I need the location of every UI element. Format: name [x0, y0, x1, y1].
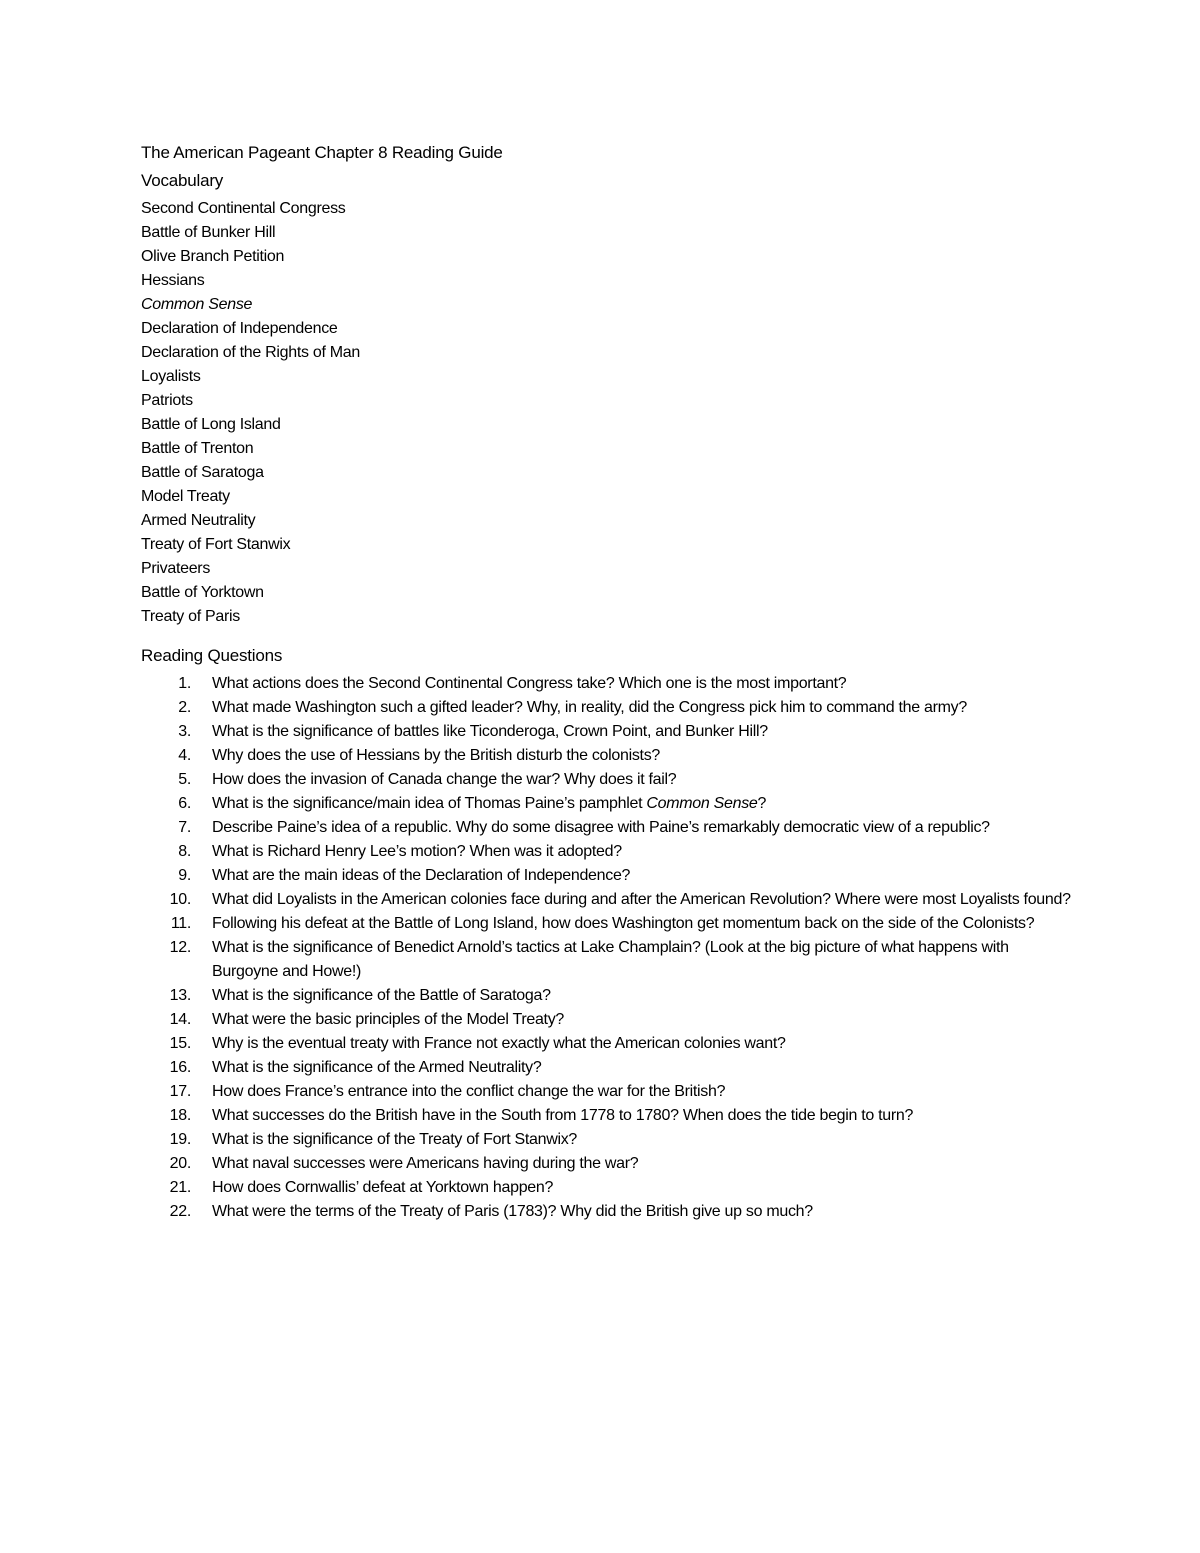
question-number: 7.	[178, 819, 191, 836]
question-item	[141, 1032, 1071, 1056]
vocabulary-term: Armed Neutrality	[141, 512, 256, 529]
vocabulary-term: Battle of Saratoga	[141, 464, 264, 481]
question-text	[212, 1011, 564, 1028]
question-text-main: Following his defeat at the Battle of Long Island, how does Washington get momentum back on the side of the Colonists?	[212, 915, 1035, 932]
question-text	[212, 1179, 553, 1196]
question-item	[141, 696, 1071, 720]
question-text-main: What is the significance/main idea of Thomas Paine’s pamphlet	[212, 795, 647, 812]
question-number: 10.	[169, 891, 191, 908]
question-text-main: What is the significance of the Treaty of Fort Stanwix?	[212, 1131, 578, 1148]
question-text	[212, 987, 551, 1004]
question-item	[141, 1104, 1071, 1128]
question-item	[141, 1152, 1071, 1176]
vocabulary-term: Treaty of Fort Stanwix	[141, 536, 291, 553]
question-number: 14.	[169, 1011, 191, 1028]
question-text-main: What did Loyalists in the American colonies face during and after the American Revolution? Where were most Loyalists found?	[212, 891, 1071, 908]
vocabulary-term: Loyalists	[141, 368, 201, 385]
question-item	[141, 888, 1071, 912]
question-number: 8.	[178, 843, 191, 860]
question-item	[141, 1080, 1071, 1104]
question-item	[141, 1008, 1071, 1032]
question-text	[212, 1131, 577, 1148]
vocabulary-term: Olive Branch Petition	[141, 248, 285, 265]
question-text-main: Why is the eventual treaty with France not exactly what the American colonies want?	[212, 1035, 786, 1052]
question-text-main: Describe Paine’s idea of a republic. Why do some disagree with Paine’s remarkably democratic view of a republic?	[212, 819, 990, 836]
question-text-main: What naval successes were Americans having during the war?	[212, 1155, 639, 1172]
question-text	[212, 1107, 913, 1124]
question-text	[212, 843, 622, 860]
question-text-main: What made Washington such a gifted leader? Why, in reality, did the Congress pick him to command the army?	[212, 699, 967, 716]
question-item	[141, 744, 1071, 768]
question-item	[141, 792, 1071, 816]
question-text-suffix: ?	[757, 795, 767, 812]
question-text-main: What were the basic principles of the Model Treaty?	[212, 1011, 564, 1028]
document-page	[141, 142, 1071, 1224]
question-number: 3.	[178, 723, 191, 740]
question-text	[212, 1035, 786, 1052]
question-number: 18.	[169, 1107, 191, 1124]
vocabulary-term: Privateers	[141, 560, 211, 577]
question-number: 20.	[169, 1155, 191, 1172]
vocabulary-list	[141, 197, 1071, 629]
question-item	[141, 1200, 1071, 1224]
question-text-main: Why does the use of Hessians by the British disturb the colonists?	[212, 747, 660, 764]
document-title: The American Pageant Chapter 8 Reading Guide	[141, 143, 503, 162]
vocabulary-term: Battle of Yorktown	[141, 584, 264, 601]
question-number: 21.	[169, 1179, 191, 1196]
question-number: 6.	[178, 795, 191, 812]
question-number: 12.	[169, 939, 191, 956]
question-number: 16.	[169, 1059, 191, 1076]
question-text	[212, 675, 846, 692]
reading-questions-heading: Reading Questions	[141, 646, 283, 665]
question-text	[212, 747, 660, 764]
question-text	[212, 1083, 725, 1100]
vocabulary-term: Common Sense	[141, 296, 253, 313]
question-text-main: How does the invasion of Canada change the war? Why does it fail?	[212, 771, 677, 788]
vocabulary-term: Declaration of Independence	[141, 320, 338, 337]
question-number: 22.	[169, 1203, 191, 1220]
vocabulary-term: Battle of Bunker Hill	[141, 224, 276, 241]
question-text	[212, 1203, 813, 1220]
vocabulary-term: Model Treaty	[141, 488, 230, 505]
question-number: 13.	[169, 987, 191, 1004]
vocabulary-term: Declaration of the Rights of Man	[141, 344, 360, 361]
vocabulary-term: Battle of Trenton	[141, 440, 254, 457]
question-number: 17.	[169, 1083, 191, 1100]
question-text-main: What successes do the British have in the South from 1778 to 1780? When does the tide begin to turn?	[212, 1107, 914, 1124]
vocabulary-term: Treaty of Paris	[141, 608, 240, 625]
question-number: 4.	[178, 747, 191, 764]
question-number: 15.	[169, 1035, 191, 1052]
question-text	[212, 1155, 638, 1172]
question-text	[212, 771, 676, 788]
question-text-main: How does Cornwallis’ defeat at Yorktown happen?	[212, 1179, 554, 1196]
vocabulary-term: Battle of Long Island	[141, 416, 281, 433]
question-text	[212, 1059, 541, 1076]
question-item	[141, 1128, 1071, 1152]
question-item	[141, 816, 1071, 840]
question-item	[141, 984, 1071, 1008]
question-number: 9.	[178, 867, 191, 884]
question-text-main: How does France’s entrance into the conflict change the war for the British?	[212, 1083, 726, 1100]
question-number: 2.	[178, 699, 191, 716]
question-item	[141, 720, 1071, 744]
question-number: 5.	[178, 771, 191, 788]
vocabulary-term: Patriots	[141, 392, 193, 409]
vocabulary-heading: Vocabulary	[141, 171, 224, 190]
reading-questions-list	[141, 672, 1071, 1224]
question-text	[212, 723, 768, 740]
vocabulary-term: Hessians	[141, 272, 205, 289]
question-item	[141, 768, 1071, 792]
question-text	[212, 819, 990, 836]
question-number: 1.	[178, 675, 191, 692]
question-item	[141, 672, 1071, 696]
question-item	[141, 864, 1071, 888]
question-text	[212, 795, 766, 812]
question-number: 11.	[170, 915, 191, 932]
question-text	[212, 867, 630, 884]
question-text-italic: Common Sense	[646, 795, 758, 812]
question-text-main: What is the significance of the Battle of Saratoga?	[212, 987, 551, 1004]
question-text	[212, 891, 1071, 908]
question-item	[141, 1176, 1071, 1200]
question-item	[141, 912, 1071, 936]
question-item	[141, 1056, 1071, 1080]
question-number: 19.	[169, 1131, 191, 1148]
question-text-main: What is the significance of the Armed Neutrality?	[212, 1059, 542, 1076]
question-text-main: What is the significance of Benedict Arnold’s tactics at Lake Champlain? (Look at the big picture of what happens with Burgoyne and Howe!)	[212, 939, 1009, 980]
question-text	[212, 699, 967, 716]
question-text-main: What is Richard Henry Lee’s motion? When was it adopted?	[212, 843, 622, 860]
question-text	[212, 915, 1034, 932]
question-text-main: What are the main ideas of the Declaration of Independence?	[212, 867, 631, 884]
question-item	[141, 936, 1071, 984]
question-text-main: What is the significance of battles like Ticonderoga, Crown Point, and Bunker Hill?	[212, 723, 768, 740]
question-text	[212, 939, 1009, 980]
question-text-main: What were the terms of the Treaty of Paris (1783)? Why did the British give up so much?	[212, 1203, 813, 1220]
vocabulary-term: Second Continental Congress	[141, 200, 346, 217]
question-item	[141, 840, 1071, 864]
question-text-main: What actions does the Second Continental Congress take? Which one is the most important?	[212, 675, 847, 692]
